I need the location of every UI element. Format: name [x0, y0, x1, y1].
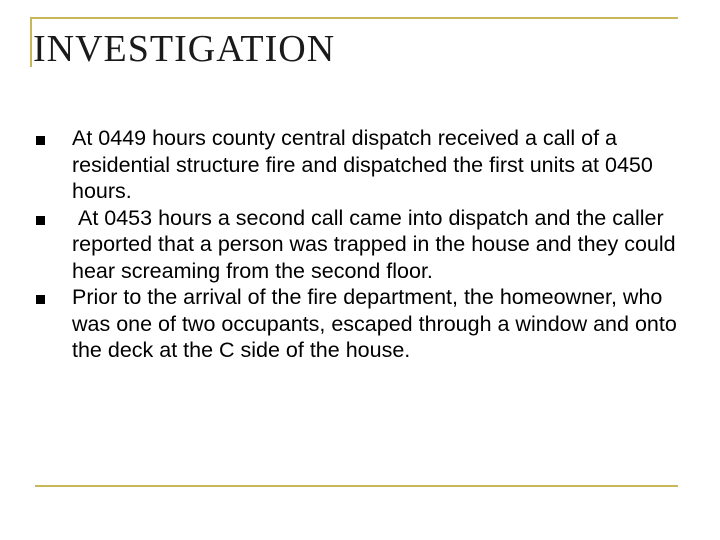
slide-title: INVESTIGATION — [33, 28, 336, 70]
bullet-list — [36, 125, 686, 364]
bullet-text: At 0453 hours a second call came into dispatch and the caller reported that a person was trapped in the house and they could hear screaming from the second floor. — [72, 205, 682, 283]
bullet-item — [36, 284, 686, 364]
left-rule — [30, 17, 32, 67]
bullet-text: Prior to the arrival of the fire department, the homeowner, who was one of two occupants, escaped through a window and onto the deck at the C side of the house. — [72, 285, 677, 362]
square-bullet-icon — [36, 295, 45, 304]
square-bullet-icon — [36, 216, 45, 225]
square-bullet-icon — [36, 136, 45, 145]
top-rule — [30, 17, 678, 19]
bullet-text: At 0449 hours county central dispatch received a call of a residential structure fire and dispatched the first units at 0450 hours. — [72, 126, 653, 203]
bullet-item — [36, 125, 686, 205]
bullet-item — [36, 205, 686, 285]
bottom-rule — [35, 485, 678, 487]
